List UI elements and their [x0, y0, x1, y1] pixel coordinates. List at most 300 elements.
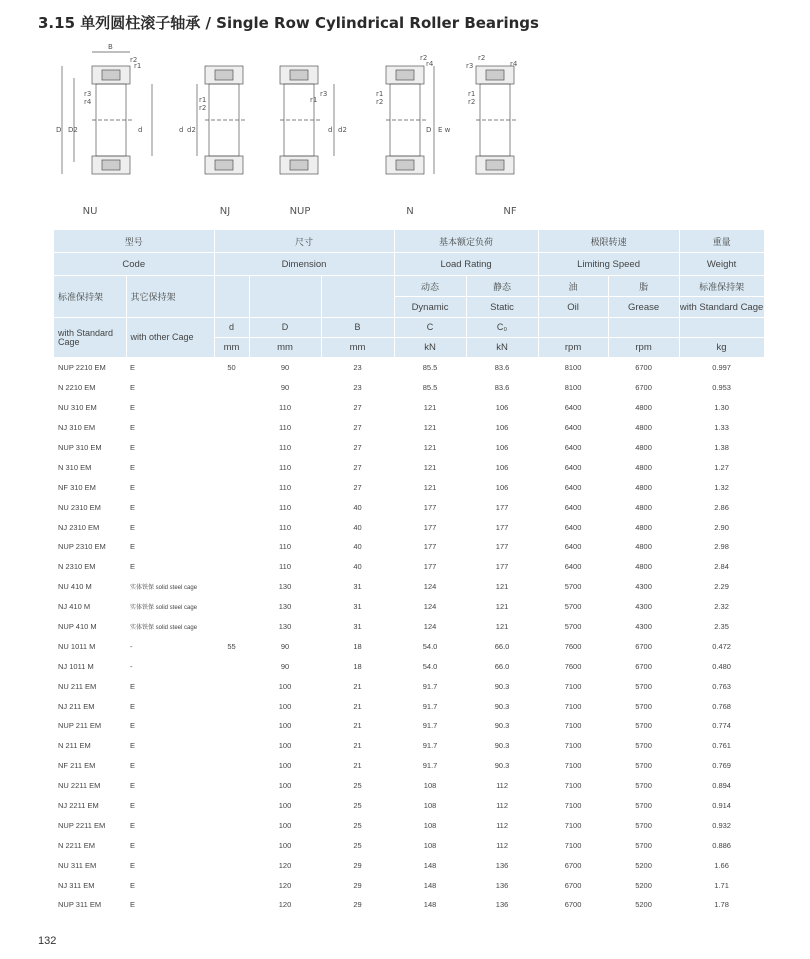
- diagram-label-nj: NJ: [219, 206, 231, 217]
- table-cell: 29: [353, 880, 362, 890]
- table-cell: N 211 EM: [58, 741, 91, 751]
- table-cell: 0.472: [712, 641, 731, 651]
- table-cell: 148: [423, 860, 437, 870]
- table-cell: 177: [495, 502, 509, 512]
- header-sym-empty-3: [679, 318, 764, 338]
- table-cell: 1.32: [714, 482, 729, 492]
- dim-r1: r1: [199, 96, 207, 104]
- table-cell: 130: [278, 622, 292, 632]
- table-cell: 25: [353, 801, 362, 811]
- header-dynamic-en: Dynamic: [394, 297, 466, 318]
- table-cell: NUP 211 EM: [58, 721, 102, 731]
- header-dim-empty-3: [321, 276, 394, 318]
- table-cell: E: [130, 840, 136, 850]
- table-cell: 40: [353, 502, 362, 512]
- table-cell: 40: [353, 542, 362, 552]
- table-cell: 27: [353, 462, 362, 472]
- table-cell: 5700: [635, 761, 652, 771]
- dim-r2: r2: [199, 104, 207, 112]
- table-cell: [214, 776, 249, 796]
- table-cell: 5700: [635, 801, 652, 811]
- table-cell: 4800: [635, 502, 652, 512]
- table-cell: 6700: [564, 900, 582, 910]
- table-cell: NJ 2211 EM: [58, 801, 99, 811]
- table-cell: 100: [278, 840, 292, 850]
- diagram-nup: [250, 38, 350, 228]
- header-unit-weight: kg: [679, 338, 764, 358]
- nu-drawing: [40, 38, 143, 203]
- table-cell: NJ 211 EM: [58, 701, 95, 711]
- header-oil-en: Oil: [538, 297, 608, 318]
- table-cell: 121: [495, 582, 509, 592]
- diagram-nu: [40, 38, 143, 228]
- table-cell: 21: [353, 701, 362, 711]
- table-cell: [214, 418, 249, 438]
- table-cell: [214, 577, 249, 597]
- header-dimension-cn: 尺寸: [214, 230, 394, 253]
- table-cell: 实体铁保 solid steel cage: [130, 605, 198, 612]
- table-cell: [214, 696, 249, 716]
- table-cell: 54.0: [422, 641, 438, 651]
- table-cell: 90.3: [494, 701, 510, 711]
- table-cell: 6400: [564, 542, 582, 552]
- table-cell: NU 1011 M: [58, 641, 96, 651]
- table-cell: 66.0: [494, 661, 510, 671]
- dim-d: d: [328, 126, 333, 134]
- table-cell: 121: [423, 482, 437, 492]
- table-cell: NJ 410 M: [58, 602, 91, 612]
- table-cell: 0.997: [712, 363, 731, 373]
- table-row: [54, 895, 764, 915]
- table-cell: 177: [423, 562, 437, 572]
- table-cell: E: [130, 880, 136, 890]
- table-cell: NUP 410 M: [58, 622, 97, 632]
- table-cell: 6700: [635, 363, 652, 373]
- header-sym-C0: C₀: [466, 318, 538, 338]
- header-sym-d: d: [214, 318, 249, 338]
- table-cell: 100: [278, 741, 292, 751]
- table-cell: 121: [423, 423, 437, 433]
- table-cell: 108: [423, 840, 437, 850]
- table-row: [54, 676, 764, 696]
- table-cell: 112: [496, 840, 509, 850]
- dim-d2: D2: [68, 126, 78, 134]
- table-cell: 106: [495, 443, 509, 452]
- table-cell: 0.953: [712, 383, 731, 393]
- table-cell: 66.0: [494, 641, 510, 651]
- table-cell: 110: [279, 542, 291, 552]
- table-cell: E: [130, 403, 136, 413]
- table-cell: 106: [495, 482, 509, 492]
- n-drawing: [360, 38, 460, 203]
- table-cell: [214, 835, 249, 855]
- header-row-symbols: [54, 318, 764, 338]
- header-load-cn: 基本额定负荷: [394, 230, 538, 253]
- header-dim-empty-2: [249, 276, 321, 318]
- nup-drawing: [250, 38, 350, 203]
- table-cell: NJ 310 EM: [58, 423, 96, 433]
- header-code-cn: 型号: [54, 230, 214, 253]
- table-cell: [214, 537, 249, 557]
- header-unit-D: mm: [249, 338, 321, 358]
- header-unit-C: kN: [394, 338, 466, 358]
- table-cell: 4800: [635, 462, 652, 472]
- table-cell: 25: [353, 781, 362, 791]
- table-cell: 7100: [564, 781, 582, 791]
- dim-b: B: [108, 43, 113, 51]
- dim-r4: r4: [510, 60, 518, 68]
- table-cell: 55: [227, 641, 236, 651]
- table-cell: E: [130, 383, 136, 393]
- table-cell: NU 211 EM: [58, 681, 97, 691]
- header-speed-cn: 极限转速: [538, 230, 679, 253]
- table-cell: 实体铁保 solid steel cage: [130, 625, 198, 632]
- dim-r4: r4: [84, 98, 92, 106]
- header-other-cage-cn: 其它保持架: [126, 276, 214, 318]
- table-cell: 实体铁保 solid steel cage: [130, 585, 198, 592]
- table-cell: [214, 438, 249, 458]
- table-cell: [214, 597, 249, 617]
- table-cell: 1.78: [714, 900, 729, 910]
- table-cell: N 2211 EM: [58, 840, 95, 850]
- page-number: 132: [38, 935, 57, 947]
- header-unit-grease: rpm: [608, 338, 679, 358]
- table-cell: [214, 378, 249, 398]
- table-cell: [214, 756, 249, 776]
- table-cell: 31: [353, 622, 362, 632]
- table-cell: E: [130, 721, 136, 731]
- table-cell: 110: [279, 522, 291, 532]
- table-cell: 7600: [564, 641, 582, 651]
- header-sym-D: D: [249, 318, 321, 338]
- table-cell: [214, 676, 249, 696]
- table-row: [54, 776, 764, 796]
- table-cell: NU 311 EM: [58, 860, 97, 870]
- table-cell: NUP 2211 EM: [58, 820, 106, 830]
- table-cell: 121: [495, 602, 509, 612]
- table-cell: 1.71: [714, 880, 729, 890]
- table-cell: 25: [353, 840, 362, 850]
- table-cell: [214, 457, 249, 477]
- table-cell: NUP 2310 EM: [58, 542, 106, 552]
- table-cell: 23: [353, 363, 362, 373]
- table-cell: 100: [278, 761, 292, 771]
- dim-d-outer: D: [56, 126, 62, 134]
- table-cell: 4300: [635, 582, 652, 592]
- table-cell: 2.90: [714, 522, 729, 532]
- table-cell: 0.768: [712, 701, 731, 711]
- table-cell: 4800: [635, 562, 652, 572]
- table-cell: 110: [279, 423, 291, 433]
- table-cell: 130: [278, 602, 292, 612]
- table-cell: N 2210 EM: [58, 383, 96, 393]
- table-cell: [214, 497, 249, 517]
- table-cell: E: [130, 820, 136, 830]
- table-row: [54, 378, 764, 398]
- table-cell: 120: [278, 900, 292, 910]
- table-cell: 5700: [635, 681, 652, 691]
- table-cell: 112: [496, 801, 509, 811]
- dim-r2: r2: [130, 56, 138, 64]
- table-cell: 5700: [564, 582, 582, 592]
- table-cell: 6400: [564, 522, 582, 532]
- table-cell: 6700: [564, 880, 582, 890]
- table-cell: 177: [495, 542, 509, 552]
- table-cell: E: [130, 900, 136, 910]
- table-cell: 6700: [635, 661, 652, 671]
- table-cell: 120: [278, 860, 292, 870]
- table-cell: 5200: [635, 880, 652, 890]
- diagram-label-n: N: [406, 206, 414, 217]
- table-cell: [214, 875, 249, 895]
- table-cell: 0.886: [712, 840, 731, 850]
- table-cell: 6700: [635, 641, 652, 651]
- table-row: [54, 537, 764, 557]
- dim-d: d: [179, 126, 184, 134]
- table-cell: 90.3: [494, 721, 510, 731]
- table-cell: 2.35: [714, 622, 729, 632]
- table-cell: 4800: [635, 423, 652, 433]
- table-cell: E: [130, 781, 136, 791]
- table-cell: 106: [495, 403, 509, 413]
- table-cell: 108: [423, 820, 437, 830]
- table-cell: 108: [423, 801, 437, 811]
- table-cell: 31: [353, 582, 362, 592]
- dim-d2: d2: [338, 126, 347, 134]
- header-sym-B: B: [321, 318, 394, 338]
- table-cell: 124: [423, 582, 437, 592]
- table-row: [54, 617, 764, 637]
- diagram-label-nu: NU: [82, 206, 98, 217]
- table-cell: 177: [495, 522, 509, 532]
- table-cell: 6700: [635, 383, 652, 393]
- table-cell: 112: [496, 781, 509, 791]
- table-cell: 21: [353, 721, 362, 731]
- table-cell: 7100: [564, 761, 582, 771]
- table-cell: 1.30: [714, 403, 729, 413]
- table-row: [54, 597, 764, 617]
- table-cell: 1.38: [714, 443, 729, 452]
- table-row: [54, 796, 764, 816]
- table-row: [54, 438, 764, 458]
- dim-r1: r1: [376, 90, 384, 98]
- table-cell: 177: [423, 542, 437, 552]
- table-cell: 110: [279, 562, 291, 572]
- header-dynamic-cn: 动态: [394, 276, 466, 297]
- header-sym-empty-1: [538, 318, 608, 338]
- table-cell: E: [130, 860, 136, 870]
- table-cell: NU 310 EM: [58, 403, 97, 413]
- table-cell: E: [130, 443, 136, 452]
- table-cell: -: [130, 661, 133, 671]
- bearing-diagrams: [40, 38, 580, 228]
- table-cell: NUP 310 EM: [58, 443, 102, 452]
- table-cell: 120: [278, 880, 292, 890]
- dim-r1: r1: [134, 62, 142, 70]
- header-with-standard-cage: with Standard Cage: [54, 318, 126, 358]
- table-cell: [214, 796, 249, 816]
- table-cell: NJ 2310 EM: [58, 522, 100, 532]
- table-cell: 27: [353, 443, 362, 452]
- header-speed-en: Limiting Speed: [538, 253, 679, 276]
- table-cell: 110: [279, 502, 291, 512]
- table-cell: 4800: [635, 522, 652, 532]
- table-cell: 18: [353, 661, 362, 671]
- table-cell: 130: [278, 582, 292, 592]
- table-cell: E: [130, 761, 136, 771]
- table-cell: 1.66: [714, 860, 729, 870]
- table-cell: 0.914: [712, 801, 731, 811]
- table-row: [54, 656, 764, 676]
- table-cell: NUP 2210 EM: [58, 363, 106, 373]
- table-cell: 121: [423, 462, 437, 472]
- table-cell: 7100: [564, 681, 582, 691]
- table-cell: 6400: [564, 482, 582, 492]
- table-cell: 21: [353, 741, 362, 751]
- table-cell: E: [130, 502, 136, 512]
- table-cell: NF 310 EM: [58, 482, 96, 492]
- table-cell: 148: [423, 880, 437, 890]
- header-dim-empty-1: [214, 276, 249, 318]
- table-cell: [214, 815, 249, 835]
- table-cell: 121: [495, 622, 509, 632]
- table-cell: 108: [423, 781, 437, 791]
- table-cell: NJ 1011 M: [58, 661, 94, 671]
- header-std-cage-en: with Standard Cage: [679, 297, 764, 318]
- table-cell: 91.7: [422, 681, 438, 691]
- table-cell: 6700: [564, 860, 582, 870]
- table-cell: NF 211 EM: [58, 761, 96, 771]
- table-cell: 2.32: [714, 602, 729, 612]
- table-cell: 27: [353, 423, 362, 433]
- table-cell: [214, 617, 249, 637]
- table-cell: 90: [280, 363, 290, 373]
- table-row: [54, 815, 764, 835]
- table-cell: 2.84: [714, 562, 729, 572]
- table-cell: 90: [280, 641, 290, 651]
- table-cell: [214, 736, 249, 756]
- table-cell: 1.27: [714, 462, 729, 472]
- table-row: [54, 497, 764, 517]
- table-cell: 177: [423, 522, 437, 532]
- header-grease-en: Grease: [608, 297, 679, 318]
- table-cell: 5700: [635, 701, 652, 711]
- nf-drawing: [460, 38, 560, 203]
- header-grease-cn: 脂: [608, 276, 679, 297]
- table-cell: 136: [495, 860, 509, 870]
- table-cell: [214, 398, 249, 418]
- table-cell: 0.480: [712, 661, 731, 671]
- table-cell: 110: [279, 462, 291, 472]
- diagram-label-nup: NUP: [289, 206, 311, 217]
- dim-r4: r4: [426, 60, 434, 68]
- table-row: [54, 716, 764, 736]
- table-cell: 90.3: [494, 741, 510, 751]
- table-cell: [214, 557, 249, 577]
- table-cell: E: [130, 562, 136, 572]
- header-load-en: Load Rating: [394, 253, 538, 276]
- table-cell: 90.3: [494, 761, 510, 771]
- table-cell: 106: [495, 423, 509, 433]
- table-cell: 100: [278, 681, 292, 691]
- table-cell: E: [130, 701, 136, 711]
- table-cell: NU 410 M: [58, 582, 92, 592]
- table-cell: 29: [353, 860, 362, 870]
- table-cell: 8100: [564, 363, 582, 373]
- table-cell: 21: [353, 761, 362, 771]
- table-cell: E: [130, 462, 136, 472]
- dim-d: d: [138, 126, 143, 134]
- table-cell: 7100: [564, 741, 582, 751]
- table-cell: 2.98: [714, 542, 729, 552]
- table-cell: 91.7: [422, 721, 438, 731]
- table-cell: 110: [279, 403, 291, 413]
- header-unit-oil: rpm: [538, 338, 608, 358]
- table-cell: N 310 EM: [58, 462, 92, 472]
- table-cell: [214, 895, 249, 915]
- table-row: [54, 756, 764, 776]
- dim-r3: r3: [466, 62, 474, 70]
- table-cell: E: [130, 423, 136, 433]
- dim-r1: r1: [310, 96, 318, 104]
- header-static-cn: 静态: [466, 276, 538, 297]
- table-row: [54, 636, 764, 656]
- table-cell: E: [130, 522, 136, 532]
- table-row: [54, 835, 764, 855]
- table-cell: 91.7: [422, 761, 438, 771]
- header-code-en: Code: [54, 253, 214, 276]
- table-cell: [214, 716, 249, 736]
- table-cell: 25: [353, 820, 362, 830]
- table-cell: 5700: [635, 741, 652, 751]
- diagram-nf: [460, 38, 560, 228]
- table-cell: 23: [353, 383, 362, 393]
- table-cell: E: [130, 363, 136, 373]
- table-cell: 5700: [635, 721, 652, 731]
- table-row: [54, 875, 764, 895]
- table-cell: N 2310 EM: [58, 562, 96, 572]
- table-cell: -: [130, 641, 133, 651]
- spec-table: [54, 230, 765, 915]
- table-cell: 7100: [564, 840, 582, 850]
- table-cell: 7600: [564, 661, 582, 671]
- diagram-n: [360, 38, 460, 228]
- table-cell: 21: [353, 681, 362, 691]
- table-cell: 31: [353, 602, 362, 612]
- table-cell: 91.7: [422, 741, 438, 751]
- table-cell: 110: [279, 443, 291, 452]
- header-static-en: Static: [466, 297, 538, 318]
- table-cell: 29: [353, 900, 362, 910]
- table-cell: 0.763: [712, 681, 731, 691]
- table-cell: E: [130, 542, 136, 552]
- table-cell: 6400: [564, 462, 582, 472]
- table-cell: 90: [280, 383, 290, 393]
- table-cell: E: [130, 741, 136, 751]
- dim-r1: r1: [468, 90, 476, 98]
- table-cell: 0.932: [712, 820, 731, 830]
- table-row: [54, 855, 764, 875]
- table-cell: 0.894: [712, 781, 731, 791]
- table-cell: 100: [278, 781, 292, 791]
- table-cell: 7100: [564, 801, 582, 811]
- table-cell: [214, 477, 249, 497]
- table-cell: 4800: [635, 403, 652, 413]
- table-cell: 177: [495, 562, 509, 572]
- table-cell: 5700: [564, 622, 582, 632]
- table-cell: 40: [353, 562, 362, 572]
- header-row-sub-cn: [54, 276, 764, 297]
